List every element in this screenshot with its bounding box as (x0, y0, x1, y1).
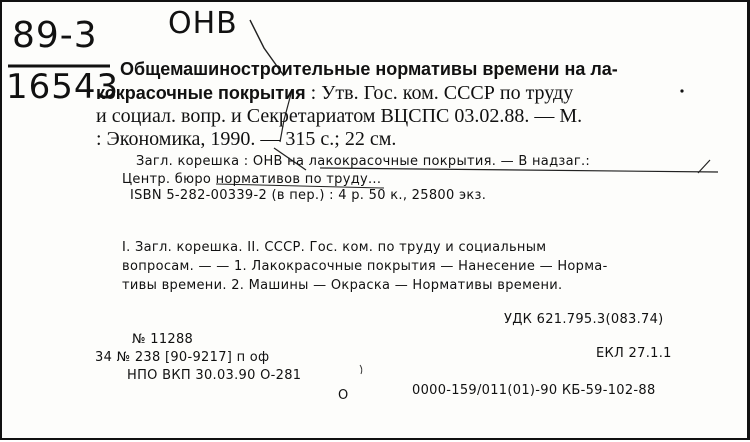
author-note: Центр. бюро нормативов по труду... (122, 172, 382, 187)
stamp-letter: О (338, 388, 349, 403)
udc-code: УДК 621.795.3(083.74) (504, 312, 664, 327)
record-number: № 11288 (132, 332, 194, 347)
pencil-dot (680, 89, 683, 92)
title-line-2 (96, 82, 573, 105)
ekl-code: ЕКЛ 27.1.1 (596, 346, 672, 361)
tracing-line-1: I. Загл. корешка. II. СССР. Гос. ком. по труду и социальным (122, 240, 547, 255)
title-rest-2: : Утв. Гос. ком. СССР по труду (305, 82, 574, 104)
pagination-line: : Экономика, 1990. — 315 с.; 22 см. (96, 128, 397, 150)
order-line: 34 № 238 [90-9217] п оф (95, 350, 270, 365)
underline-tick (698, 160, 710, 173)
stamp-mark (360, 365, 362, 374)
isbn-line: ISBN 5-282-00339-2 (в пер.) : 4 р. 50 к., 25800 экз. (130, 188, 487, 203)
call-number-top: 89-3 (12, 15, 98, 56)
npo-line: НПО ВКП 30.03.90 О-281 (127, 368, 302, 383)
tracing-line-3: тивы времени. 2. Машины — Окраска — Нормативы времени. (122, 278, 563, 293)
title-bold-1: Общемашиностроительные нормативы времени на ла- (120, 59, 618, 79)
handwritten-annotation: ОНВ (168, 6, 238, 41)
title-bold-2: кокрасочные покрытия (96, 83, 306, 103)
classification-code: 0000-159/011(01)-90 КБ-59-102-88 (412, 383, 656, 398)
imprint-line: и социал. вопр. и Секретариатом ВЦСПС 03.02.88. — М. (96, 105, 583, 127)
tracing-line-2: вопросам. — — 1. Лакокрасочные покрытия — Нанесение — Норма- (122, 259, 608, 274)
spine-title-note: Загл. корешка : ОНВ на лакокрасочные покрытия. — В надзаг.: (136, 154, 591, 169)
title-line-1 (120, 58, 618, 81)
call-number-bottom: 16543 (6, 67, 120, 107)
